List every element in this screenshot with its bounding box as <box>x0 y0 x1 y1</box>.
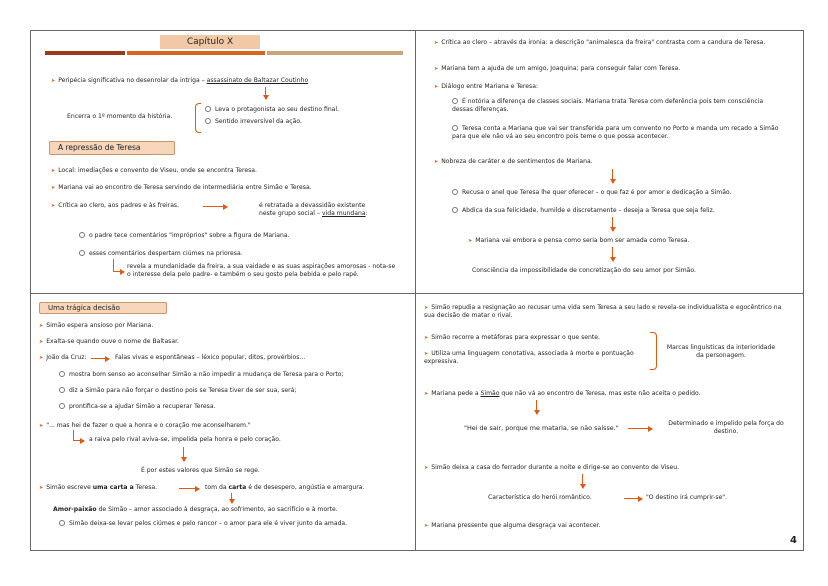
down-arrow <box>612 169 613 183</box>
falas-text: Falas vivas e espontâneas – léxico popular, ditos, provérbios... <box>115 354 306 361</box>
chapter-title: Capítulo X <box>160 35 260 49</box>
espera-line: ➤ Simão espera ansioso por Mariana. <box>39 322 154 329</box>
deixa-item: Simão deixa-se levar pelos ciúmes e pelo rancor – o amor para ele é viver junto da amada. <box>59 520 347 528</box>
encerra-text: Encerra o 1º momento da história. <box>67 113 173 120</box>
brace-right <box>650 332 657 370</box>
right-arrow <box>179 488 199 489</box>
circle-bullet-icon <box>59 387 65 393</box>
mas-hei-line: ➤ "... mas hei de fazer o que a honra e o coração me aconselharem." <box>39 422 251 429</box>
esses-item: esses comentários despertam ciúmes na prioresa. <box>79 250 243 258</box>
padre-item: o padre tece comentários "impróprios" sobre a figura de Mariana. <box>79 232 290 240</box>
section-heading-repressao: A repressão de Teresa <box>49 141 175 155</box>
mostra-item: mostra bom senso ao aconselhar Simão a não impedir a mudança de Teresa para o Porto; <box>59 371 344 379</box>
bullet-arrow-icon: ➤ <box>424 335 429 341</box>
quadrant-top-left <box>31 31 415 293</box>
joao-line: ➤ João da Cruz: <box>39 354 87 361</box>
right-arrow <box>628 428 652 429</box>
right-arrow <box>91 358 109 359</box>
circle-bullet-icon <box>452 189 458 195</box>
nobreza-line: ➤ Nobreza de caráter e de sentimentos de Mariana. <box>434 158 593 165</box>
prontifica-item: prontifica-se a ajudar Simão a recuperar Teresa. <box>59 403 216 411</box>
section-heading-tragica: Uma trágica decisão <box>39 302 167 314</box>
recusa-item: Recusa o anel que Teresa lhe quer oferecer – o que faz é por amor e dedicação a Simão. <box>452 189 731 197</box>
circle-bullet-icon <box>452 125 458 131</box>
handout-page <box>30 30 804 551</box>
down-arrow <box>536 400 537 414</box>
peripecia-line: ➤ Peripécia significativa no desenrolar da intriga – assassinato de Baltazar Coutinho <box>51 77 309 84</box>
bullet-arrow-icon: ➤ <box>51 185 56 191</box>
consciencia-text: Consciência da impossibilidade de concretização do seu amor por Simão. <box>472 267 696 274</box>
destino-quote: "O destino irá cumprir-se". <box>646 494 728 501</box>
brace-left <box>195 103 201 133</box>
right-arrow <box>624 498 642 499</box>
critica-clero-line: ➤ Crítica ao clero – através da ironia: a descrição "animalesca da freira" contrasta com a candura de Teresa. <box>434 39 766 46</box>
down-arrow <box>612 247 613 261</box>
bullet-arrow-icon: ➤ <box>39 355 44 361</box>
local-line: ➤ Local: imediações e convento de Viseu, onde se encontra Teresa. <box>51 167 257 174</box>
leva-item: Leva o protagonista ao seu destino final. <box>205 106 339 114</box>
circle-bullet-icon <box>79 232 85 238</box>
bullet-arrow-icon: ➤ <box>39 339 44 345</box>
circle-bullet-icon <box>452 98 458 104</box>
pede-line: ➤ Mariana pede a Simão que não vá ao encontro de Teresa, mas este não aceita o pedido. <box>424 390 701 397</box>
bullet-arrow-icon: ➤ <box>434 66 439 72</box>
escreve-line: ➤ Simão escreve uma carta a Teresa. <box>39 484 158 491</box>
sentido-item: Sentido irreversível da ação. <box>205 118 302 126</box>
down-arrow <box>265 87 266 99</box>
circle-bullet-icon <box>205 106 211 112</box>
abdica-item: Abdica da sua felicidade, humilde e discretamente – deseja a Teresa que seja feliz. <box>452 207 715 215</box>
bullet-arrow-icon: ➤ <box>424 351 429 357</box>
bullet-arrow-icon: ➤ <box>424 391 429 397</box>
title-bar-dark <box>45 51 125 55</box>
valores-text: É por estes valores que Simão se rege. <box>141 467 260 474</box>
right-arrow <box>74 440 84 441</box>
mariana-ajuda-line: ➤ Mariana tem a ajuda de um amigo, Joaquina; para conseguir falar com Teresa. <box>434 65 681 72</box>
bullet-arrow-icon: ➤ <box>424 305 429 311</box>
title-bar-orange <box>127 51 265 55</box>
bullet-arrow-icon: ➤ <box>468 238 473 244</box>
down-arrow <box>183 447 184 461</box>
retratada-text-1: é retratada a devassidão existente <box>259 202 366 209</box>
marcas-text: Marcas linguísticas da interioridade da personagem. <box>666 344 776 359</box>
hei-quote: "Hei de sair, porque me mataria, se não saísse." <box>464 424 619 432</box>
circle-bullet-icon <box>205 118 211 124</box>
right-arrow <box>203 206 227 207</box>
utiliza-line: ➤ Utiliza uma linguagem conotativa, associada à morte e pontuação expressiva. <box>424 350 634 365</box>
exalta-line: ➤ Exalta-se quando ouve o nome de Baltasar. <box>39 338 179 345</box>
deixa-casa-line: ➤ Simão deixa a casa do ferrador durante a noite e dirige-se ao convento de Viseu. <box>424 464 680 471</box>
conta-item: Teresa conta a Mariana que vai ser transferida para um convento no Porto e manda um recado a Simão para que ele não vá ao seu encontro pois teme o que possa acontecer. <box>452 125 779 140</box>
revela-text: revela a mundanidade da freira, a sua vaidade e as suas aspirações amorosas - nota-se o interesse dela pelo padre- e também o seu gosto pela bebida e pelo rapé. <box>127 263 396 278</box>
caracteristica-text: Característica do herói romântico. <box>488 494 592 501</box>
retratada-text-2: neste grupo social – vida mundana: <box>259 210 368 217</box>
amor-text: Amor-paixão de Simão – amor associado à desgraça, ao sofrimento, ao sacrifício e à morte. <box>53 506 338 513</box>
bullet-arrow-icon: ➤ <box>51 168 56 174</box>
quadrant-bottom-right <box>416 294 803 550</box>
down-arrow <box>582 474 583 488</box>
bullet-arrow-icon: ➤ <box>434 84 439 90</box>
raiva-text: a raiva pelo rival aviva-se, impelida pela honra e pelo coração. <box>89 436 281 443</box>
recorre-line: ➤ Simão recorre a metáforas para expressar o que sente. <box>424 334 600 341</box>
dialogo-line: ➤ Diálogo entre Mariana e Teresa: <box>434 83 538 90</box>
repudia-line: ➤ Simão repudia a resignação ao recusar uma vida sem Teresa a seu lado e revela-se individualista e egocêntrico na sua decisão de matar o rival. <box>424 304 782 319</box>
pressente-line: ➤ Mariana pressente que alguma desgraça vai acontecer. <box>424 522 601 529</box>
bullet-arrow-icon: ➤ <box>51 203 56 209</box>
bullet-arrow-icon: ➤ <box>39 423 44 429</box>
embora-line: ➤ Mariana vai embora e pensa como seria bom ser amada como Teresa. <box>468 237 690 244</box>
bullet-arrow-icon: ➤ <box>39 485 44 491</box>
bullet-arrow-icon: ➤ <box>424 523 429 529</box>
bullet-arrow-icon: ➤ <box>39 323 44 329</box>
diz-item: diz a Simão para não forçar o destino pois se Teresa tiver de ser sua, será; <box>59 387 296 395</box>
tom-text: tom da carta é de desespero, angústia e amargura. <box>205 484 365 491</box>
circle-bullet-icon <box>79 250 85 256</box>
quadrant-top-right <box>416 31 803 293</box>
determinado-text: Determinado e impelido pela força do destino. <box>668 420 784 435</box>
mariana-vai-line: ➤ Mariana vai ao encontro de Teresa servindo de intermediária entre Simão e Teresa. <box>51 184 312 191</box>
notoria-item: É notória a diferença de classes sociais. Mariana trata Teresa com deferência pois tem consciência dessas diferenças. <box>452 98 764 113</box>
down-arrow <box>612 217 613 231</box>
circle-bullet-icon <box>59 371 65 377</box>
critica-line: ➤ Crítica ao clero, aos padres e às freiras. <box>51 202 180 209</box>
right-arrow <box>114 271 124 272</box>
circle-bullet-icon <box>59 520 65 526</box>
down-arrow <box>231 493 232 503</box>
bullet-arrow-icon: ➤ <box>51 78 56 84</box>
quadrant-bottom-left <box>31 294 415 550</box>
circle-bullet-icon <box>59 403 65 409</box>
page-number: 4 <box>790 535 797 546</box>
bullet-arrow-icon: ➤ <box>434 40 439 46</box>
bullet-arrow-icon: ➤ <box>434 159 439 165</box>
bullet-arrow-icon: ➤ <box>424 465 429 471</box>
title-bar-tan <box>267 51 403 55</box>
circle-bullet-icon <box>452 207 458 213</box>
